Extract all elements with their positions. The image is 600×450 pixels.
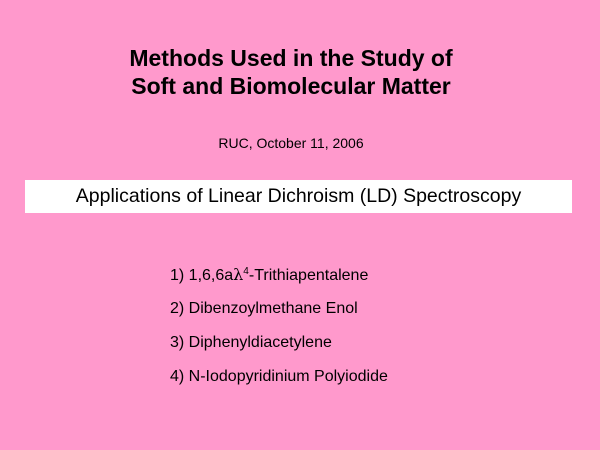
topic-list-item	[170, 299, 388, 333]
topic-list-item	[170, 265, 388, 299]
section-banner-text: Applications of Linear Dichroism (LD) Spectroscopy	[75, 185, 522, 207]
topic-3-text: 3) Diphenyldiacetylene	[170, 334, 332, 351]
topic-1-superscript: 4	[243, 266, 249, 277]
lambda-symbol: λ	[233, 265, 244, 284]
topic-2-text: 2) Dibenzoylmethane Enol	[170, 300, 358, 317]
topic-list-item	[170, 367, 388, 401]
topic-list-item	[170, 333, 388, 367]
slide-title-line-2: Soft and Biomolecular Matter	[131, 73, 451, 99]
section-banner	[25, 180, 572, 213]
topic-4-text: 4) N-Iodopyridinium Polyiodide	[170, 368, 388, 385]
topic-list	[170, 265, 388, 401]
slide-title-line-1: Methods Used in the Study of	[129, 45, 453, 71]
slide-subtitle: RUC, October 11, 2006	[218, 135, 364, 151]
slide-title	[0, 44, 582, 100]
topic-1-prefix: 1) 1,6,6a	[170, 267, 234, 284]
topic-1-suffix: -Trithiapentalene	[248, 267, 369, 284]
